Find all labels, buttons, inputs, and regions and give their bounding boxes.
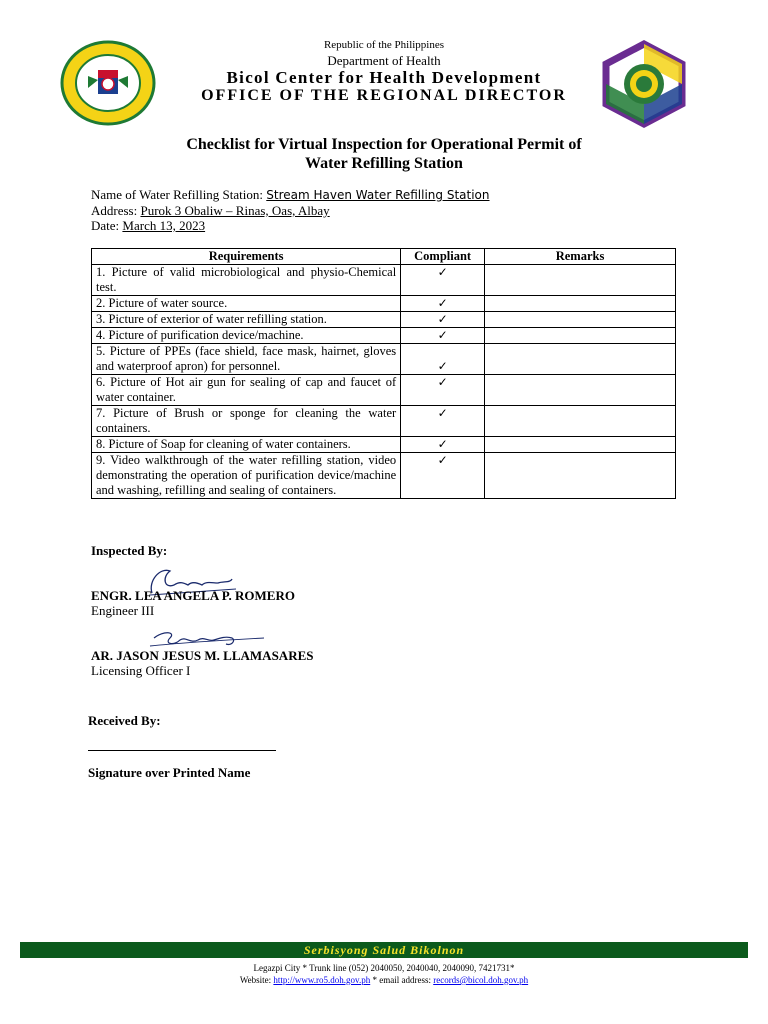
station-name-line — [91, 187, 490, 203]
remarks-cell — [485, 406, 676, 437]
check-icon: ✓ — [401, 344, 485, 375]
remarks-cell — [485, 265, 676, 296]
requirement-cell: 4. Picture of purification device/machine. — [92, 328, 401, 344]
address-line — [91, 203, 330, 219]
date-label: Date: — [91, 218, 123, 233]
remarks-cell — [485, 328, 676, 344]
email-link[interactable]: records@bicol.doh.gov.ph — [433, 975, 529, 985]
table-row — [92, 437, 676, 453]
table-row — [92, 328, 676, 344]
requirement-cell: 9. Video walkthrough of the water refilling station, video demonstrating the operation of purification device/machine and washing, refilling and sealing of containers. — [92, 453, 401, 499]
requirement-cell: 8. Picture of Soap for cleaning of water containers. — [92, 437, 401, 453]
requirement-cell: 6. Picture of Hot air gun for sealing of cap and faucet of water container. — [92, 375, 401, 406]
requirement-cell: 5. Picture of PPEs (face shield, face mask, hairnet, gloves and waterproof apron) for personnel. — [92, 344, 401, 375]
check-icon: ✓ — [401, 437, 485, 453]
document-title-line1: Checklist for Virtual Inspection for Operational Permit of — [186, 136, 582, 153]
email-label: * email address: — [370, 975, 434, 985]
station-name-value: Stream Haven Water Refilling Station — [266, 188, 490, 202]
footer-contact: Legazpi City * Trunk line (052) 2040050, 2040040, 2040090, 7421731* — [253, 963, 515, 973]
signature-caption: Signature over Printed Name — [88, 765, 251, 780]
address-value: Purok 3 Obaliw – Rinas, Oas, Albay — [140, 203, 330, 218]
inspected-by-label: Inspected By: — [91, 543, 168, 558]
center-name: Bicol Center for Health Development — [226, 68, 542, 87]
footer-motto-bar: Serbisyong Salud Bikolnon — [20, 942, 748, 958]
table-row — [92, 375, 676, 406]
date-value: March 13, 2023 — [122, 218, 206, 233]
office-name: OFFICE OF THE REGIONAL DIRECTOR — [201, 87, 567, 104]
remarks-cell — [485, 312, 676, 328]
requirement-cell: 1. Picture of valid microbiological and physio-Chemical test. — [92, 265, 401, 296]
check-icon: ✓ — [401, 453, 485, 499]
signature-line — [88, 750, 276, 751]
doh-seal-logo — [60, 40, 156, 126]
check-icon: ✓ — [401, 265, 485, 296]
header-compliant: Compliant — [401, 249, 485, 265]
website-label: Website: — [239, 975, 274, 985]
serbisyo-logo — [598, 40, 690, 128]
remarks-cell — [485, 437, 676, 453]
table-row — [92, 296, 676, 312]
department-label: Department of Health — [327, 53, 441, 68]
remarks-cell — [485, 296, 676, 312]
check-icon: ✓ — [401, 312, 485, 328]
station-name-label: Name of Water Refilling Station: — [91, 187, 267, 202]
remarks-cell — [485, 344, 676, 375]
republic-label: Republic of the Philippines — [323, 39, 445, 51]
table-row — [92, 265, 676, 296]
document-title-line2: Water Refilling Station — [305, 155, 463, 172]
remarks-cell — [485, 375, 676, 406]
remarks-cell — [485, 453, 676, 499]
table-row — [92, 453, 676, 499]
inspector1-name: ENGR. LEA ANGELA P. ROMERO — [91, 588, 295, 603]
table-row — [92, 406, 676, 437]
requirement-cell: 2. Picture of water source. — [92, 296, 401, 312]
table-row — [92, 344, 676, 375]
check-icon: ✓ — [401, 375, 485, 406]
table-header-row — [92, 249, 676, 265]
inspector2-position: Licensing Officer I — [91, 663, 191, 678]
inspector1-position: Engineer III — [91, 603, 155, 618]
address-label: Address: — [91, 203, 141, 218]
inspector2-name: AR. JASON JESUS M. LLAMASARES — [91, 648, 314, 663]
requirement-cell: 3. Picture of exterior of water refilling station. — [92, 312, 401, 328]
table-row — [92, 312, 676, 328]
received-by-label: Received By: — [88, 713, 161, 728]
requirement-cell: 7. Picture of Brush or sponge for cleaning the water containers. — [92, 406, 401, 437]
header-requirements: Requirements — [92, 249, 401, 265]
requirements-table — [91, 248, 676, 499]
check-icon: ✓ — [401, 406, 485, 437]
header-remarks: Remarks — [485, 249, 676, 265]
footer-links — [84, 975, 684, 985]
date-line — [91, 218, 205, 234]
check-icon: ✓ — [401, 296, 485, 312]
check-icon: ✓ — [401, 328, 485, 344]
website-link[interactable]: http://www.ro5.doh.gov.ph — [273, 975, 371, 985]
